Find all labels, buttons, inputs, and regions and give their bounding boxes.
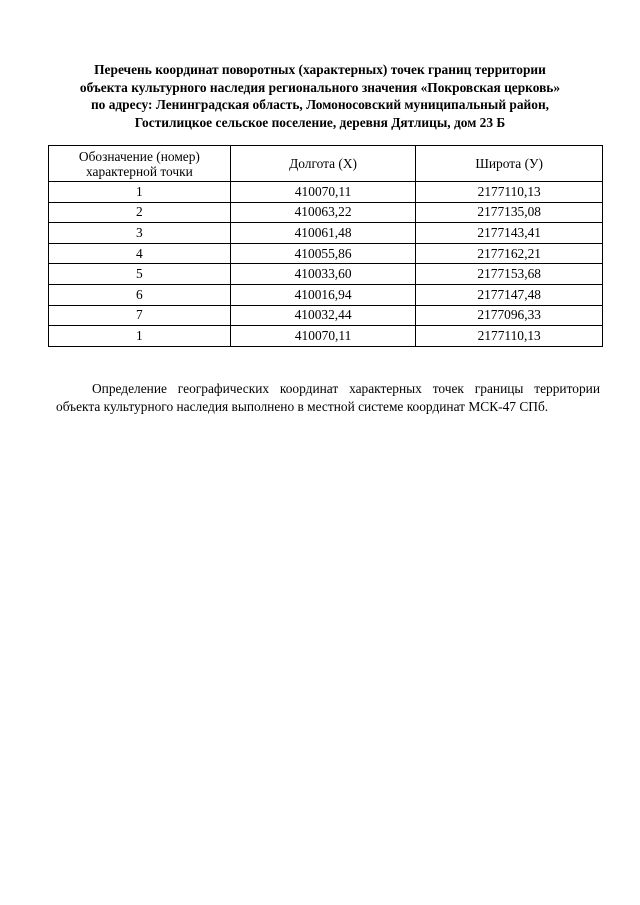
table-row [49, 305, 603, 326]
cell-longitude: 410016,94 [230, 284, 416, 305]
cell-latitude: 2177096,33 [416, 305, 603, 326]
table-row [49, 202, 603, 223]
cell-longitude: 410070,11 [230, 182, 416, 203]
header-longitude: Долгота (Х) [230, 146, 416, 182]
table-row [49, 284, 603, 305]
table-row [49, 182, 603, 203]
cell-longitude: 410055,86 [230, 243, 416, 264]
cell-latitude: 2177162,21 [416, 243, 603, 264]
title-line: Гостилицкое сельское поселение, деревня Дятлицы, дом 23 Б [134, 114, 506, 130]
cell-point: 6 [49, 284, 231, 305]
table-row [49, 223, 603, 244]
header-point [49, 146, 231, 182]
table-row [49, 326, 603, 347]
title-line: объекта культурного наследия регионального значения «Покровская церковь» [79, 79, 561, 95]
cell-point: 4 [49, 243, 231, 264]
cell-point: 2 [49, 202, 231, 223]
cell-longitude: 410032,44 [230, 305, 416, 326]
header-point-line1: Обозначение (номер) [78, 148, 200, 164]
cell-longitude: 410033,60 [230, 264, 416, 285]
cell-point: 1 [49, 182, 231, 203]
cell-point: 5 [49, 264, 231, 285]
cell-longitude: 410070,11 [230, 326, 416, 347]
header-point-line2: характерной точки [86, 163, 193, 179]
document-title [40, 61, 600, 131]
cell-point: 1 [49, 326, 231, 347]
table-header-row [49, 146, 603, 182]
title-line: Перечень координат поворотных (характерных) точек границ территории [94, 62, 546, 77]
coordinate-system-note: Определение географических координат характерных точек границы территории объекта культурного наследия выполнено в местной системе координат МСК-47 СПб. [56, 381, 600, 415]
cell-latitude: 2177143,41 [416, 223, 603, 244]
table-row [49, 264, 603, 285]
header-latitude: Широта (У) [416, 146, 603, 182]
coordinates-table [48, 145, 603, 347]
cell-longitude: 410061,48 [230, 223, 416, 244]
cell-latitude: 2177135,08 [416, 202, 603, 223]
title-line: по адресу: Ленинградская область, Ломоносовский муниципальный район, [90, 97, 550, 112]
table-row [49, 243, 603, 264]
cell-latitude: 2177147,48 [416, 284, 603, 305]
cell-point: 3 [49, 223, 231, 244]
cell-point: 7 [49, 305, 231, 326]
cell-longitude: 410063,22 [230, 202, 416, 223]
cell-latitude: 2177153,68 [416, 264, 603, 285]
cell-latitude: 2177110,13 [416, 326, 603, 347]
cell-latitude: 2177110,13 [416, 182, 603, 203]
